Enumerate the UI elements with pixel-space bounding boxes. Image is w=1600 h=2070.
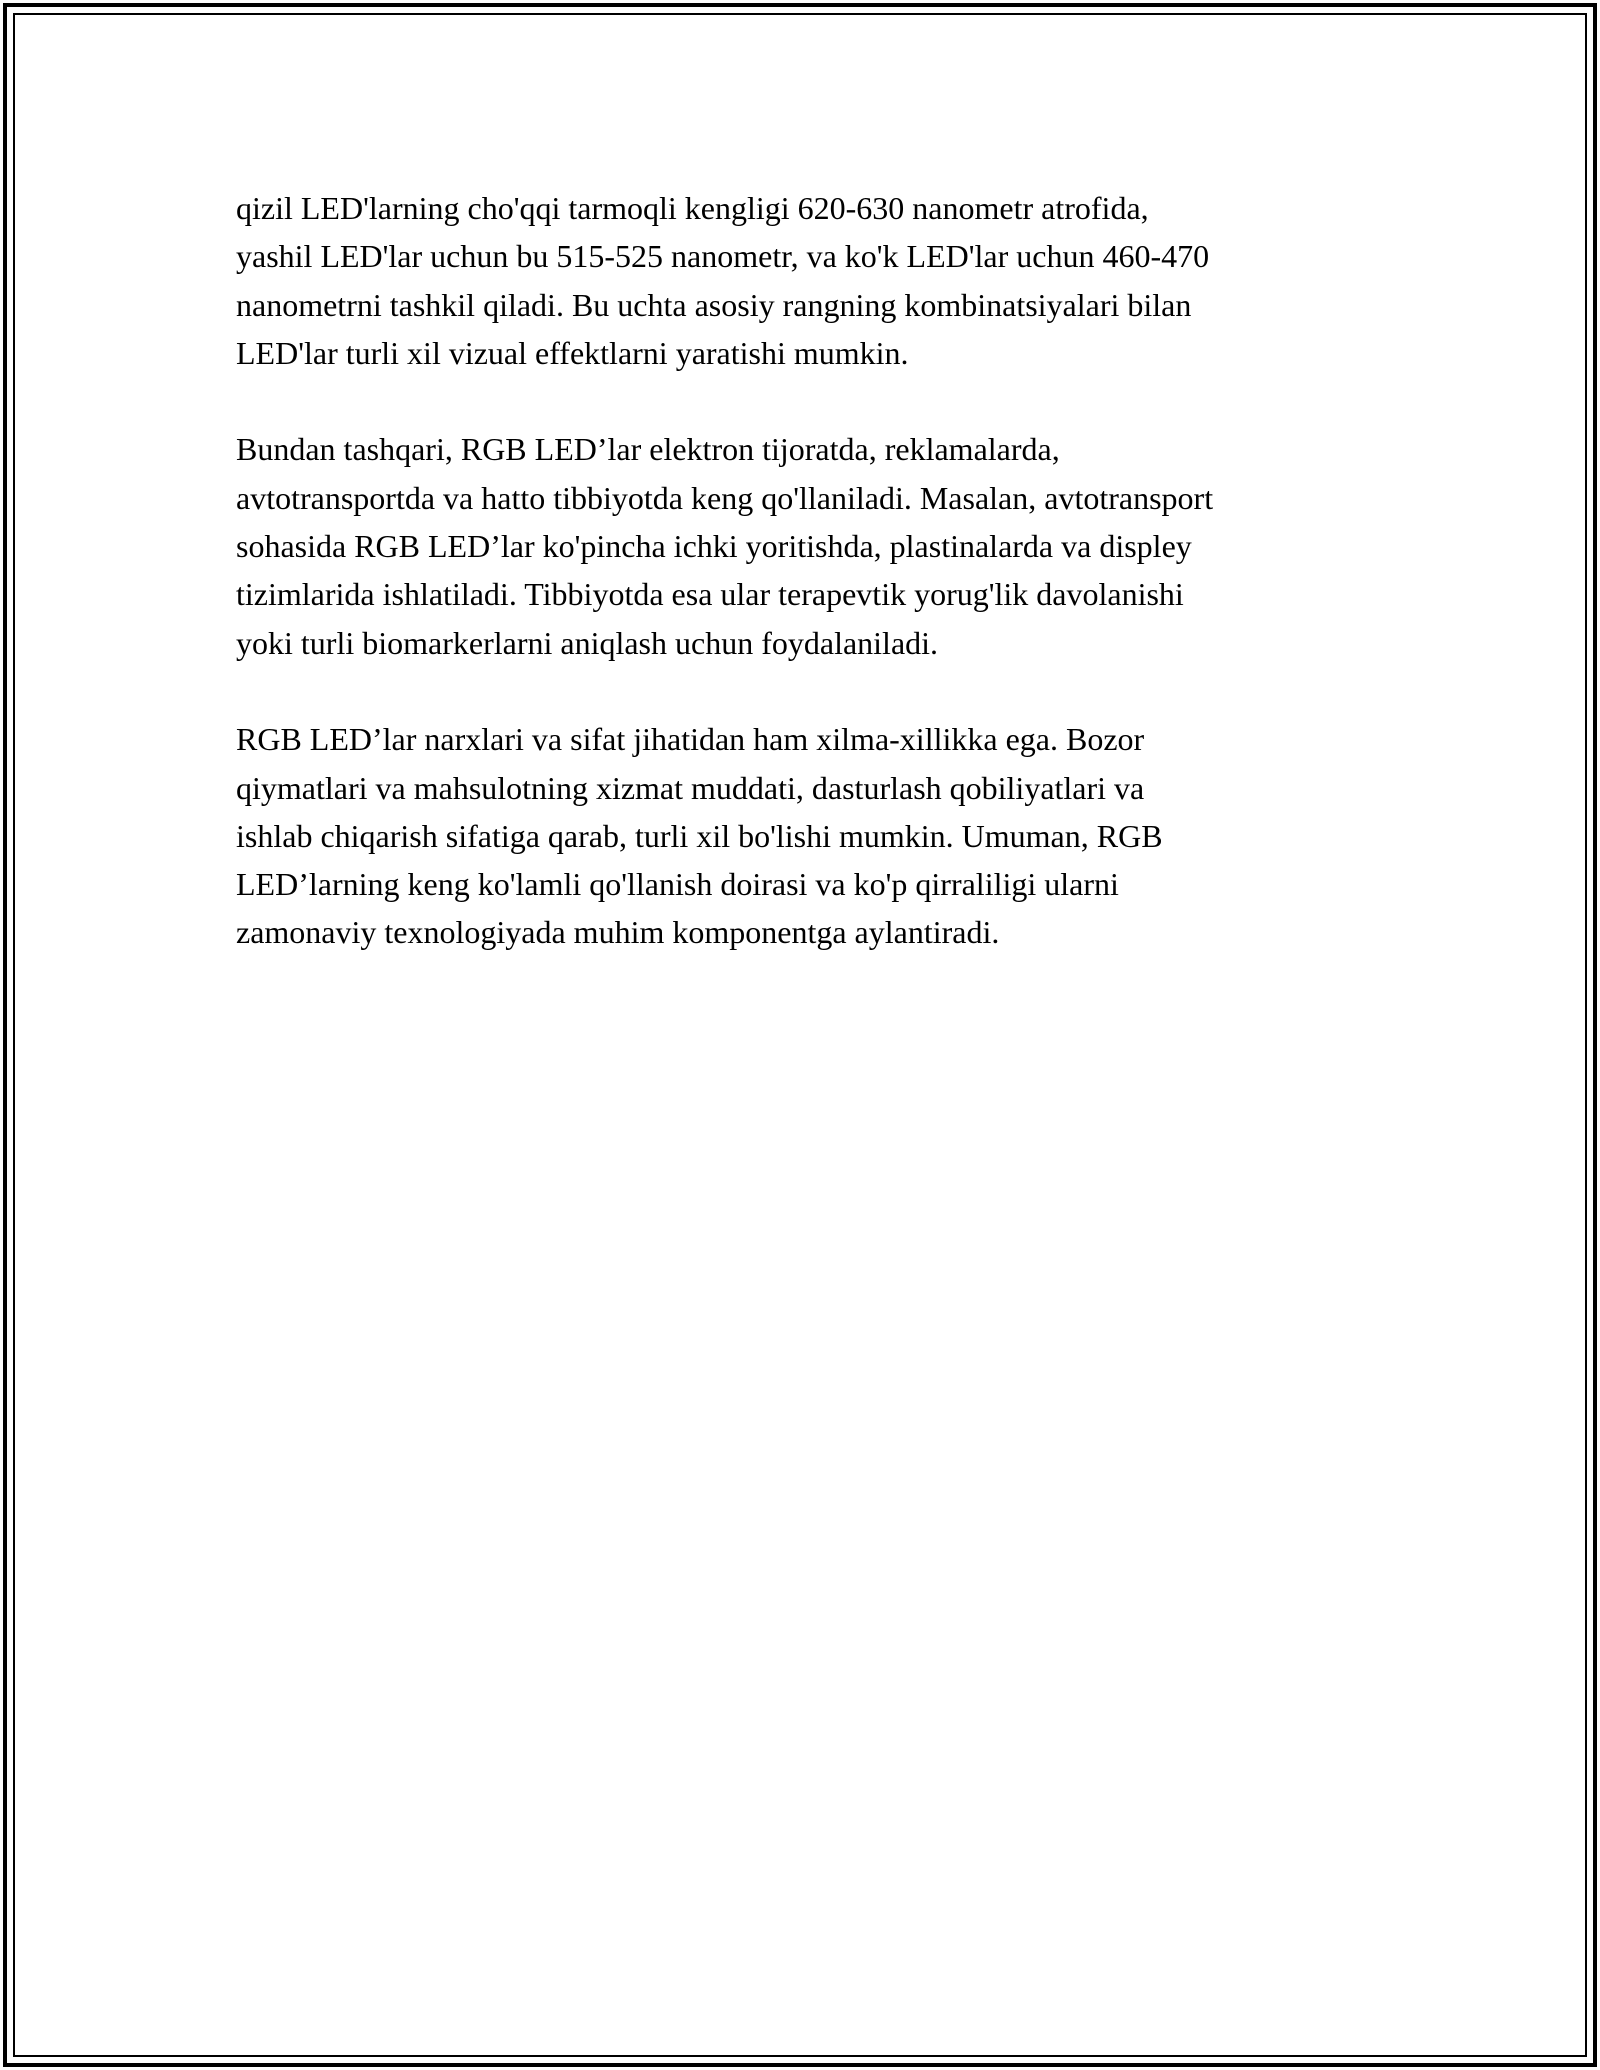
paragraph-led-wavelengths: qizil LED'larning cho'qqi tarmoqli kengligi 620-630 nanometr atrofida, yashil LED'lar uchun bu 515-525 nanometr, va ko'k LED'lar uchun 460-470 nanometrni tashkil qiladi. Bu uchta asosiy rangning kombinatsiyalari bilan LED'lar turli xil vizual effektlarni yaratishi mumkin. (236, 190, 1210, 371)
document-body (236, 184, 1364, 1005)
paragraph-rgb-pricing: RGB LED’lar narxlari va sifat jihatidan ham xilma-xillikka ega. Bozor qiymatlari va mahsulotning xizmat muddati, dasturlash qobiliyatlari va ishlab chiqarish sifatiga qarab, turli xil bo'lishi mumkin. Umuman, RGB LED’larning keng ko'lamli qo'llanish doirasi va ko'p qirraliligi ularni zamonaviy texnologiyada muhim komponentga aylantiradi. (236, 721, 1163, 951)
paragraph-rgb-applications: Bundan tashqari, RGB LED’lar elektron tijoratda, reklamalarda, avtotransportda va hatto tibbiyotda keng qo'llaniladi. Masalan, avtotransport sohasida RGB LED’lar ko'pincha ichki yoritishda, plastinalarda va displey tizimlarida ishlatiladi. Tibbiyotda esa ular terapevtik yorug'lik davolanishi yoki turli biomarkerlarni aniqlash uchun foydalaniladi. (236, 431, 1214, 661)
